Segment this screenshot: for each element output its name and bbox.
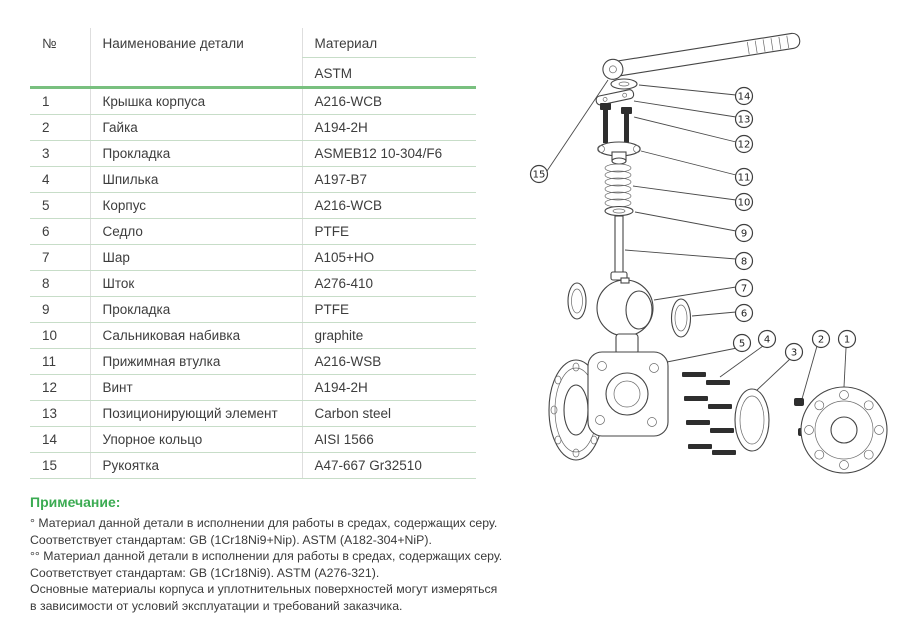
col-subheader-astm: ASTM [302, 57, 476, 88]
part-name-cell: Гайка [90, 115, 302, 141]
part-number-cell: 5 [30, 193, 90, 219]
svg-text:5: 5 [738, 338, 746, 350]
part-number-cell: 3 [30, 141, 90, 167]
part-name-cell: Рукоятка [90, 453, 302, 479]
thrust-ring [611, 79, 637, 89]
table-row [30, 453, 476, 479]
part-number-cell: 4 [30, 167, 90, 193]
stem [611, 216, 627, 280]
part-material-cell: A194-2H [302, 115, 476, 141]
part-material-cell: A47-667 Gr32510 [302, 453, 476, 479]
notes-title: Примечание: [30, 494, 121, 510]
callout-5 [734, 335, 751, 352]
table-header-row [30, 28, 476, 57]
note-line: Соответствует стандартам: GB (1Cr18Ni9+Nip). ASTM (A182-304+NiP). [30, 532, 432, 547]
callout-2 [813, 331, 830, 348]
svg-text:2: 2 [817, 334, 825, 346]
part-name-cell: Седло [90, 219, 302, 245]
note-line: Соответствует стандартам: GB (1Cr18Ni9). ASTM (A276-321). [30, 565, 380, 580]
svg-text:1: 1 [843, 334, 851, 346]
flange-gasket [735, 389, 769, 451]
note-line: в зависимости от условий эксплуатации и требований заказчика. [30, 598, 403, 613]
part-material-cell: Carbon steel [302, 401, 476, 427]
svg-text:15: 15 [532, 169, 546, 181]
part-material-cell: AISI 1566 [302, 427, 476, 453]
callout-15 [531, 166, 548, 183]
part-number-cell: 10 [30, 323, 90, 349]
part-name-cell: Прижимная втулка [90, 349, 302, 375]
table-row [30, 323, 476, 349]
part-material-cell: A216-WCB [302, 193, 476, 219]
table-row [30, 297, 476, 323]
part-material-cell: A197-B7 [302, 167, 476, 193]
svg-text:12: 12 [737, 139, 751, 151]
part-material-cell: A216-WCB [302, 88, 476, 115]
svg-text:11: 11 [737, 172, 751, 184]
part-name-cell: Винт [90, 375, 302, 401]
table-row [30, 375, 476, 401]
part-number-cell: 6 [30, 219, 90, 245]
parts-table-section [30, 28, 476, 479]
table-row [30, 219, 476, 245]
part-number-cell: 9 [30, 297, 90, 323]
note-line: °° Материал данной детали в исполнении для работы в средах, содержащих серу. [30, 549, 503, 563]
part-number-cell: 14 [30, 427, 90, 453]
end-cap-flange [801, 387, 887, 473]
table-row [30, 167, 476, 193]
callout-6 [736, 305, 753, 322]
table-row [30, 115, 476, 141]
table-row [30, 245, 476, 271]
parts-table [30, 28, 476, 479]
svg-text:4: 4 [763, 334, 771, 346]
table-row [30, 271, 476, 297]
callout-3 [786, 344, 803, 361]
callout-11 [736, 169, 753, 186]
part-material-cell: ASMEB12 10-304/F6 [302, 141, 476, 167]
part-name-cell: Крышка корпуса [90, 88, 302, 115]
part-number-cell: 1 [30, 88, 90, 115]
part-number-cell: 8 [30, 271, 90, 297]
packing-stack [605, 164, 631, 207]
part-material-cell: A194-2H [302, 375, 476, 401]
part-material-cell: PTFE [302, 219, 476, 245]
part-number-cell: 2 [30, 115, 90, 141]
callout-12 [736, 136, 753, 153]
part-name-cell: Прокладка [90, 297, 302, 323]
svg-text:10: 10 [737, 197, 751, 209]
table-row [30, 88, 476, 115]
part-number-cell: 7 [30, 245, 90, 271]
svg-text:14: 14 [737, 91, 751, 103]
screws [600, 103, 632, 147]
valve-body [549, 334, 668, 460]
part-name-cell: Корпус [90, 193, 302, 219]
part-material-cell: graphite [302, 323, 476, 349]
svg-text:13: 13 [737, 114, 751, 126]
notes-section [30, 494, 590, 614]
svg-text:7: 7 [740, 283, 748, 295]
svg-text:8: 8 [740, 256, 748, 268]
part-number-cell: 13 [30, 401, 90, 427]
part-number-cell: 12 [30, 375, 90, 401]
ball [597, 278, 653, 336]
callout-8 [736, 253, 753, 270]
seat-left [568, 283, 586, 319]
part-material-cell: PTFE [302, 297, 476, 323]
col-header-name: Наименование детали [90, 28, 302, 88]
callout-4 [759, 331, 776, 348]
part-number-cell: 15 [30, 453, 90, 479]
table-row [30, 401, 476, 427]
part-material-cell: A216-WSB [302, 349, 476, 375]
part-name-cell: Шток [90, 271, 302, 297]
part-name-cell: Шпилька [90, 167, 302, 193]
part-name-cell: Упорное кольцо [90, 427, 302, 453]
note-line: Основные материалы корпуса и уплотнительных поверхностей могут измеряться [30, 582, 498, 596]
gland-bushing [598, 142, 641, 164]
part-name-cell: Прокладка [90, 141, 302, 167]
part-name-cell: Шар [90, 245, 302, 271]
callout-1 [839, 331, 856, 348]
part-number-cell: 11 [30, 349, 90, 375]
part-material-cell: A105+HO [302, 245, 476, 271]
part-material-cell: A276-410 [302, 271, 476, 297]
table-row [30, 141, 476, 167]
svg-text:3: 3 [790, 347, 798, 359]
table-row [30, 349, 476, 375]
gasket-washer [605, 207, 633, 216]
handle [601, 30, 801, 81]
callout-9 [736, 225, 753, 242]
part-name-cell: Сальниковая набивка [90, 323, 302, 349]
callout-10 [736, 194, 753, 211]
table-row [30, 427, 476, 453]
svg-text:9: 9 [740, 228, 748, 240]
exploded-valve-diagram [500, 0, 899, 500]
studs [682, 372, 736, 455]
callout-13 [736, 111, 753, 128]
col-header-num: № [30, 28, 90, 88]
callout-7 [736, 280, 753, 297]
note-line: ° Материал данной детали в исполнении для работы в средах, содержащих серу. [30, 516, 498, 530]
seat-right [672, 299, 691, 337]
table-row [30, 193, 476, 219]
callout-14 [736, 88, 753, 105]
col-header-material: Материал [302, 28, 476, 57]
svg-text:6: 6 [740, 308, 748, 320]
part-name-cell: Позиционирующий элемент [90, 401, 302, 427]
